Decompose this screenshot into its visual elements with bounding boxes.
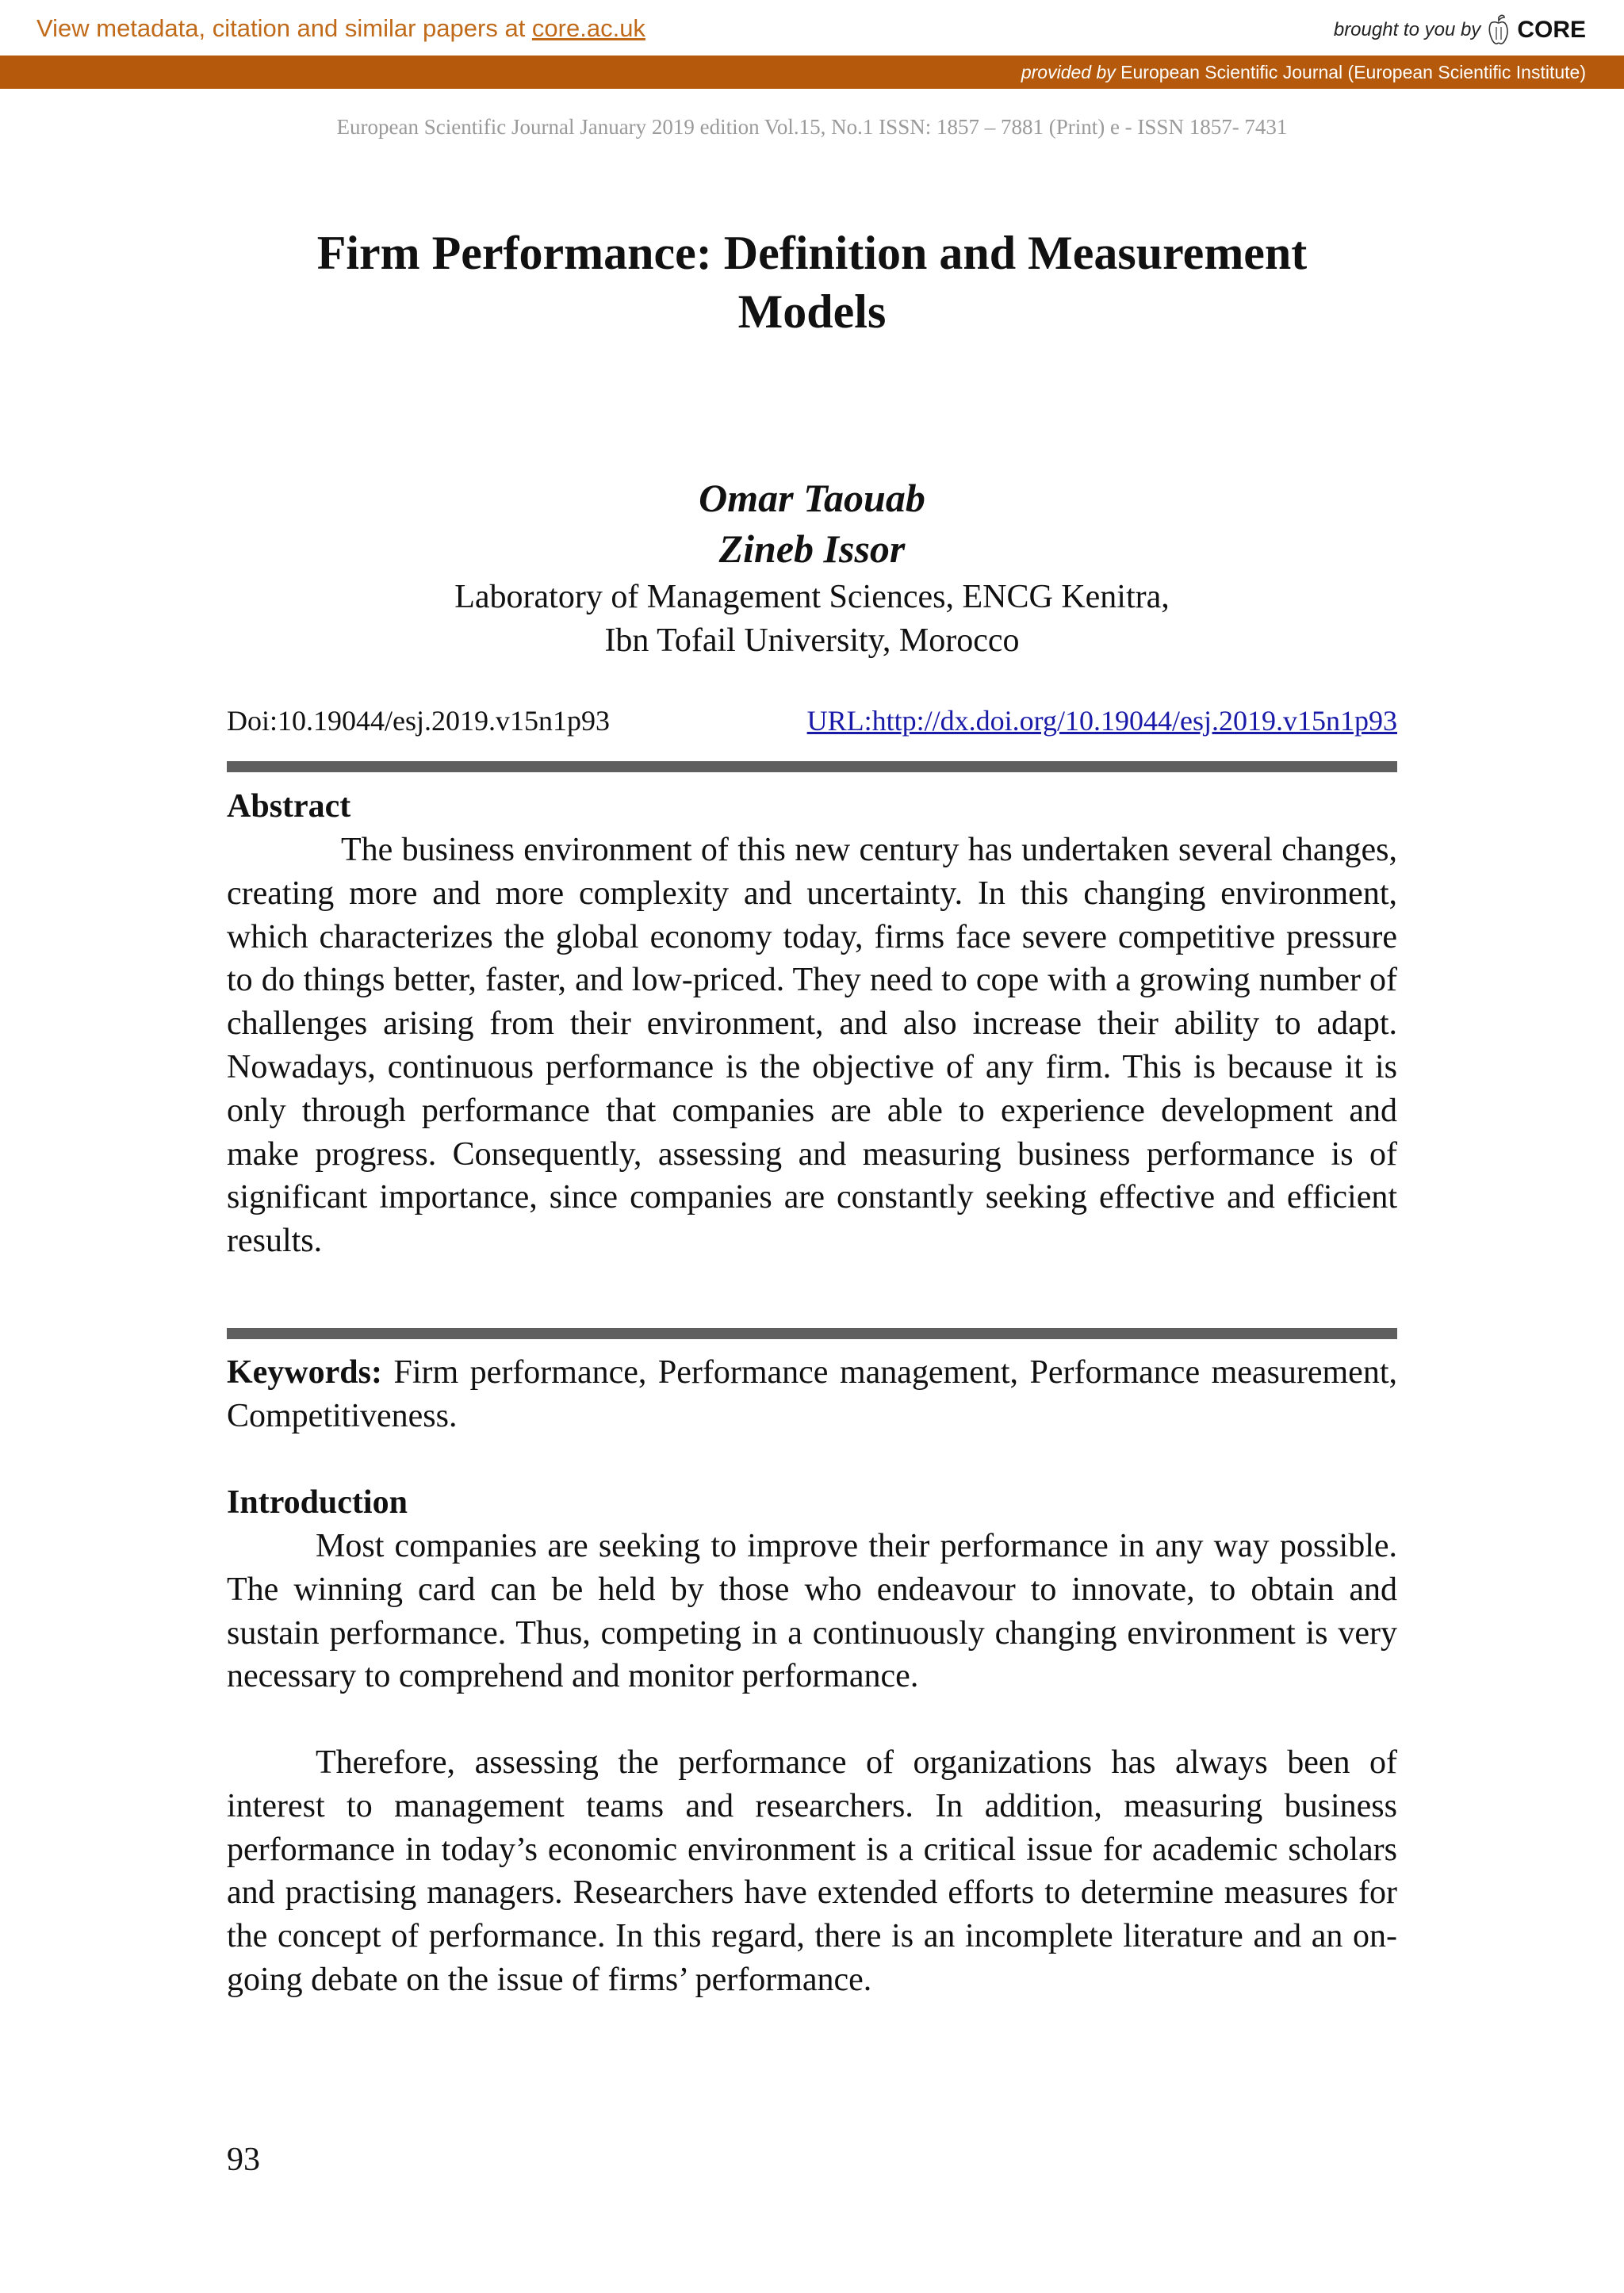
- core-link[interactable]: core.ac.uk: [531, 14, 645, 42]
- core-name: CORE: [1517, 17, 1586, 43]
- author-name: Omar Taouab: [699, 476, 925, 520]
- section-divider: [227, 761, 1397, 772]
- keywords: [227, 1351, 1397, 1438]
- page-number: 93: [227, 2142, 260, 2178]
- introduction-paragraph-1: Most companies are seeking to improve their performance in any way possible. The winning card can be held by those who endeavour to innovate, to obtain and sustain performance. Thus, competing in a continuously changing environment is very necessary to comprehend and monitor performance.: [227, 1528, 1397, 1695]
- section-divider: [227, 1328, 1397, 1339]
- brought-to-you-by: brought to you by: [1333, 19, 1481, 40]
- keywords-text: Firm performance, Performance management, Performance measurement, Competitiveness.: [227, 1354, 1397, 1434]
- doi-url-link[interactable]: URL:http://dx.doi.org/10.19044/esj.2019.v15n1p93: [806, 705, 1397, 737]
- core-brand[interactable]: [1334, 14, 1586, 46]
- provided-by-source: European Scientific Journal (European Scientific Institute): [1115, 62, 1586, 82]
- core-metadata-notice: [36, 14, 645, 43]
- core-provided-text: [1021, 62, 1586, 83]
- doi-text: Doi:10.19044/esj.2019.v15n1p93: [227, 705, 610, 737]
- introduction-heading: Introduction: [227, 1484, 408, 1521]
- title-line-1: Firm Performance: Definition and Measurement: [316, 227, 1308, 279]
- author-list: [227, 473, 1397, 574]
- introduction-paragraph-2: Therefore, assessing the performance of organizations has always been of interest to management teams and researchers. In addition, measuring business performance in today’s economic environment is a critical issue for academic scholars and practising managers. Researchers have extended efforts to determine measures for the concept of performance. In this regard, there is an incomplete literature and an on-going debate on the issue of firms’ performance.: [227, 1744, 1397, 1998]
- affiliation-line-1: Laboratory of Management Sciences, ENCG Kenitra,: [454, 579, 1170, 615]
- author-name: Zineb Issor: [718, 526, 906, 571]
- paper-title: [227, 224, 1397, 341]
- keywords-label: Keywords:: [227, 1354, 382, 1391]
- affiliation-line-2: Ibn Tofail University, Morocco: [604, 622, 1020, 659]
- doi-row: [227, 704, 1397, 744]
- abstract-text: The business environment of this new century has undertaken several changes, creating more and more complexity and uncertainty. In this changing environment, which characterizes the global economy today, firms face severe competitive pressure to do things better, faster, and low-priced. They need to cope with a growing number of challenges arising from their environment, and also increase their ability to adapt. Nowadays, continuous performance is the objective of any firm. This is because it is only through performance that companies are able to experience development and make progress. Consequently, assessing and measuring business performance is of significant importance, since companies are constantly seeking effective and efficient results.: [227, 832, 1397, 1260]
- provided-by-label: provided by: [1021, 62, 1116, 82]
- abstract-heading: Abstract: [227, 788, 351, 825]
- affiliation: [227, 576, 1397, 663]
- journal-header: European Scientific Journal January 2019 edition Vol.15, No.1 ISSN: 1857 – 7881 (Print) e - ISSN 1857- 7431: [336, 115, 1288, 139]
- core-apple-icon: [1487, 14, 1511, 46]
- core-provided-bar: [0, 56, 1624, 89]
- core-metadata-prefix: View metadata, citation and similar papers at: [36, 14, 532, 42]
- core-banner: [0, 0, 1624, 56]
- title-line-2: Models: [737, 285, 887, 338]
